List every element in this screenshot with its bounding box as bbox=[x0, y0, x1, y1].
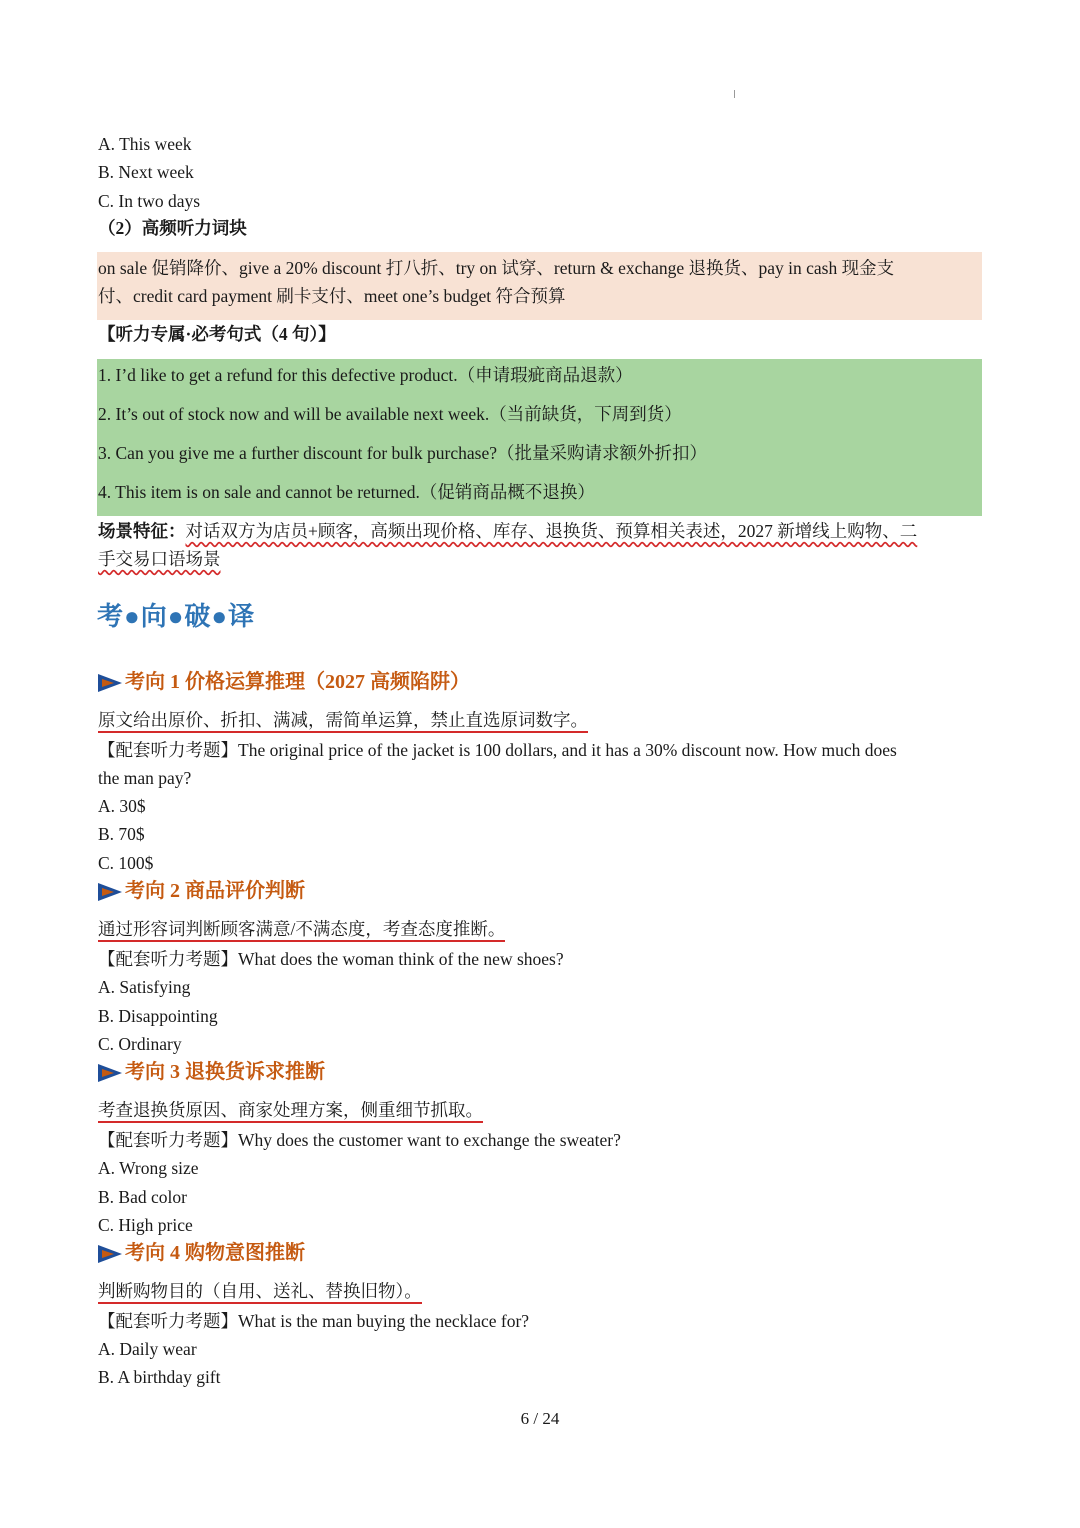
direction-3-heading bbox=[97, 1059, 325, 1085]
direction-4-option-a: A. Daily wear bbox=[98, 1339, 197, 1359]
direction-2-question: 【配套听力考题】What does the woman think of the new shoes? bbox=[98, 949, 564, 969]
direction-2-option-c: C. Ordinary bbox=[98, 1034, 182, 1054]
direction-4-question: 【配套听力考题】What is the man buying the necklace for? bbox=[98, 1311, 530, 1331]
sentences-title: 【听力专属·必考句式（4 句）】 bbox=[98, 324, 336, 344]
option-a: A. This week bbox=[98, 134, 192, 154]
arrow-icon bbox=[97, 673, 123, 693]
direction-1-option-b: B. 70$ bbox=[98, 824, 145, 844]
sentence-1: 1. I’d like to get a refund for this defective product.（申请瑕疵商品退款） bbox=[98, 365, 633, 385]
direction-2-heading bbox=[97, 878, 305, 904]
arrow-icon bbox=[97, 882, 123, 902]
direction-3-question: 【配套听力考题】Why does the customer want to exchange the sweater? bbox=[98, 1130, 621, 1150]
scene-text-1: 对话双方为店员+顾客，高频出现价格、库存、退换货、预算相关表述，2027 新增线上购物、二 bbox=[185, 521, 918, 541]
direction-2-option-b: B. Disappointing bbox=[98, 1006, 218, 1026]
direction-1-option-a: A. 30$ bbox=[98, 796, 146, 816]
header-tick-mark bbox=[734, 90, 735, 98]
direction-4-heading bbox=[97, 1240, 305, 1266]
scene-label: 场景特征： bbox=[98, 521, 186, 541]
direction-1-note-row bbox=[98, 709, 588, 731]
vocab-line-2: 付、credit card payment 刷卡支付、meet one’s budget 符合预算 bbox=[98, 286, 566, 306]
direction-3-option-b: B. Bad color bbox=[98, 1187, 187, 1207]
scene-features-line-2 bbox=[98, 548, 221, 570]
direction-1-question-line-2: the man pay? bbox=[98, 768, 192, 788]
direction-3-note: 考查退换货原因、商家处理方案，侧重细节抓取。 bbox=[98, 1100, 483, 1123]
page-number: 6 / 24 bbox=[520, 1409, 560, 1428]
direction-2-note-row bbox=[98, 918, 505, 940]
section-title: 考●向●破●译 bbox=[97, 602, 256, 631]
sentence-3: 3. Can you give me a further discount for bulk purchase?（批量采购请求额外折扣） bbox=[98, 443, 707, 463]
direction-1-note: 原文给出原价、折扣、满减，需简单运算，禁止直选原词数字。 bbox=[98, 710, 588, 733]
direction-1-heading bbox=[97, 669, 470, 695]
direction-4-note-row bbox=[98, 1280, 422, 1302]
direction-1-option-c: C. 100$ bbox=[98, 853, 154, 873]
vocab-line-1: on sale 促销降价、give a 20% discount 打八折、try on 试穿、return & exchange 退换货、pay in cash 现金支 bbox=[98, 258, 895, 278]
direction-4-note: 判断购物目的（自用、送礼、替换旧物）。 bbox=[98, 1281, 422, 1304]
direction-1-heading-text: 考向 1 价格运算推理（2027 高频陷阱） bbox=[125, 671, 470, 693]
direction-4-heading-text: 考向 4 购物意图推断 bbox=[125, 1242, 305, 1264]
direction-4-option-b: B. A birthday gift bbox=[98, 1367, 221, 1387]
direction-2-option-a: A. Satisfying bbox=[98, 977, 191, 997]
sentence-2: 2. It’s out of stock now and will be available next week.（当前缺货，下周到货） bbox=[98, 404, 682, 424]
scene-features-line-1 bbox=[98, 520, 917, 542]
arrow-icon bbox=[97, 1063, 123, 1083]
sentence-4: 4. This item is on sale and cannot be returned.（促销商品概不退换） bbox=[98, 482, 595, 502]
direction-2-heading-text: 考向 2 商品评价判断 bbox=[125, 880, 305, 902]
scene-text-2: 手交易口语场景 bbox=[98, 549, 221, 569]
direction-2-note: 通过形容词判断顾客满意/不满态度，考查态度推断。 bbox=[98, 919, 505, 942]
arrow-icon bbox=[97, 1244, 123, 1264]
option-c: C. In two days bbox=[98, 191, 201, 211]
sentences-box bbox=[97, 359, 982, 516]
direction-3-option-c: C. High price bbox=[98, 1215, 193, 1235]
option-b: B. Next week bbox=[98, 162, 194, 182]
direction-3-heading-text: 考向 3 退换货诉求推断 bbox=[125, 1061, 325, 1083]
direction-3-option-a: A. Wrong size bbox=[98, 1158, 199, 1178]
direction-1-question-line-1: 【配套听力考题】The original price of the jacket is 100 dollars, and it has a 30% discount now. How much does bbox=[98, 740, 897, 760]
vocab-title: （2）高频听力词块 bbox=[98, 218, 247, 238]
direction-3-note-row bbox=[98, 1099, 483, 1121]
vocab-box bbox=[97, 252, 982, 320]
